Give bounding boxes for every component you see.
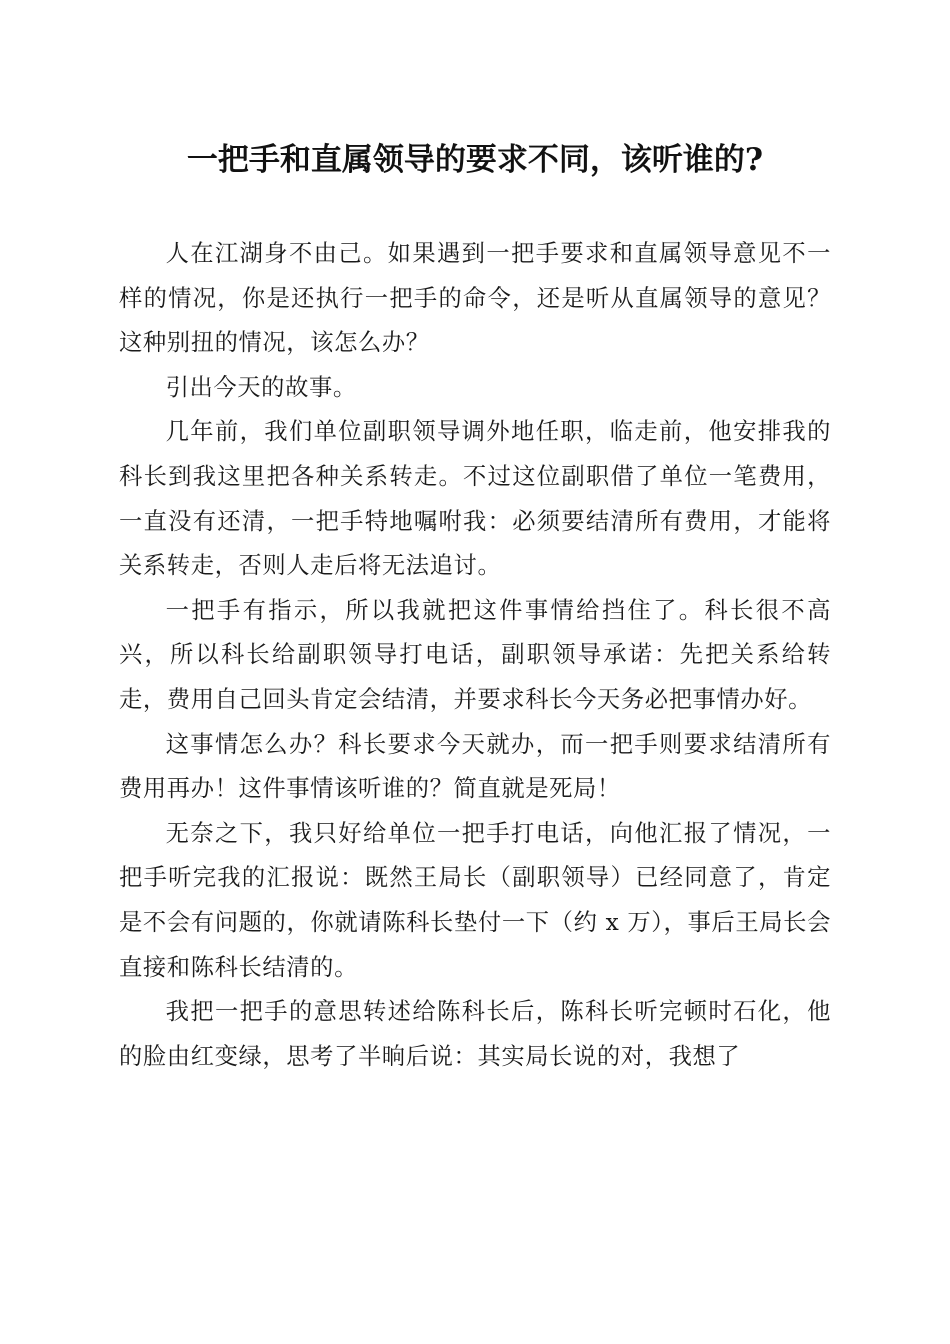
- document-body: [119, 232, 831, 1079]
- paragraph-2: 引出今天的故事。: [165, 373, 357, 401]
- paragraph-1: 人在江湖身不由己。如果遇到一把手要求和直属领导意见不一样的情况，你是还执行一把手的命令，还是听从直属领导的意见？这种别扭的情况，该怎么办？: [119, 240, 831, 357]
- document-title: 一把手和直属领导的要求不同，该听谁的?: [186, 142, 764, 178]
- paragraph-5: 这事情怎么办？科长要求今天就办，而一把手则要求结清所有费用再办！这件事情该听谁的？简直就是死局！: [119, 730, 831, 803]
- paragraph-4: 一把手有指示，所以我就把这件事情给挡住了。科长很不高兴，所以科长给副职领导打电话，副职领导承诺：先把关系给转走，费用自己回头肯定会结清，并要求科长今天务必把事情办好。: [119, 596, 831, 713]
- paragraph-3: 几年前，我们单位副职领导调外地任职，临走前，他安排我的科长到我这里把各种关系转走。不过这位副职借了单位一笔费用，一直没有还清，一把手特地嘱咐我：必须要结清所有费用，才能将关系转走，否则人走后将无法追讨。: [119, 418, 831, 580]
- paragraph-6: 无奈之下，我只好给单位一把手打电话，向他汇报了情况，一把手听完我的汇报说：既然王局长（副职领导）已经同意了，肯定是不会有问题的，你就请陈科长垫付一下（约 x 万），事后王局长会直接和陈科长结清的。: [119, 819, 831, 981]
- paragraph-7: 我把一把手的意思转述给陈科长后，陈科长听完顿时石化，他的脸由红变绿，思考了半晌后说：其实局长说的对，我想了: [119, 998, 831, 1070]
